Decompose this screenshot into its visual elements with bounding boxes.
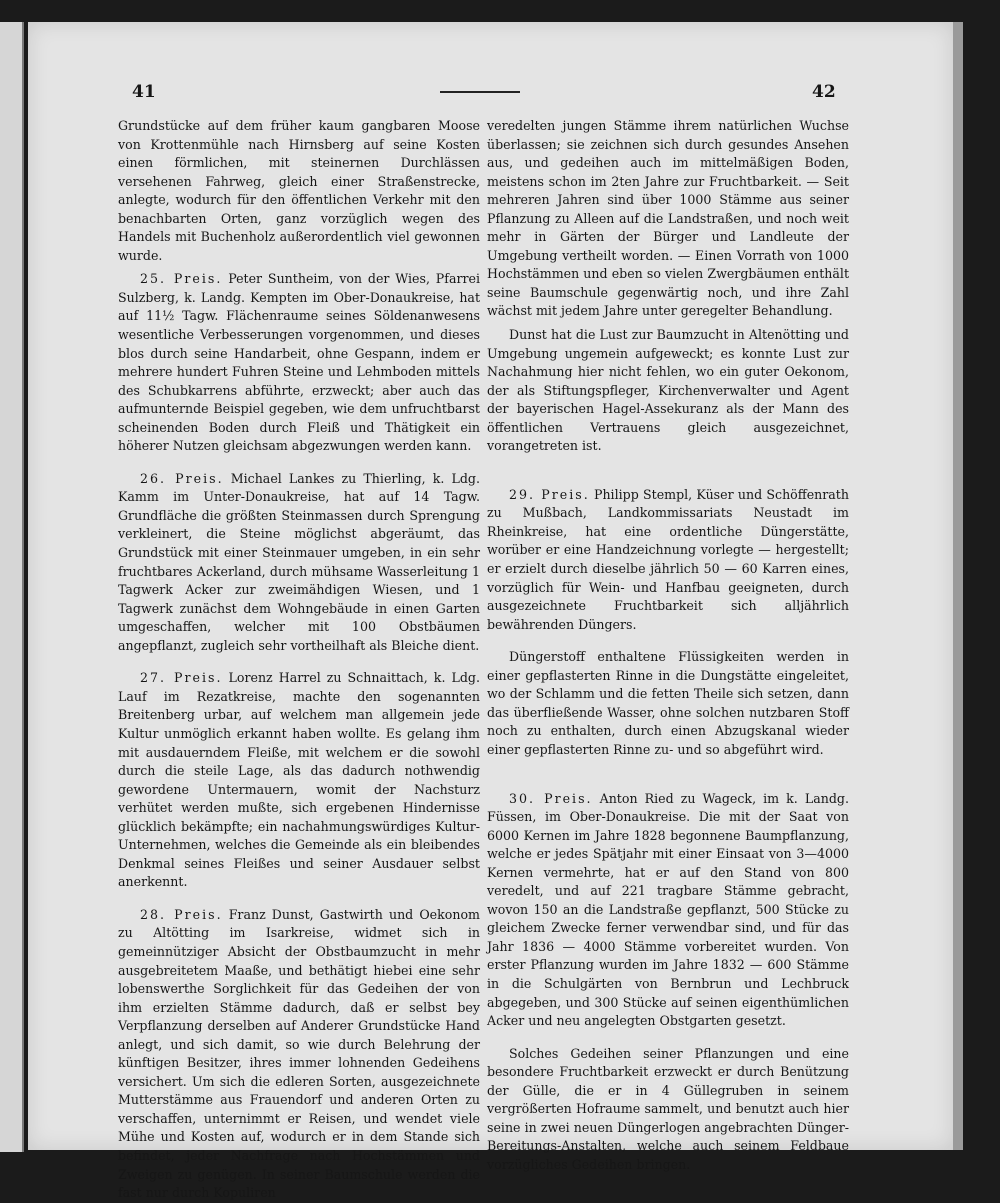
left-column xyxy=(118,117,480,1203)
paragraph-prize-26 xyxy=(118,470,480,655)
paragraph-prize-29 xyxy=(487,486,849,634)
prize-heading: 27. Preis. xyxy=(140,670,223,686)
right-column xyxy=(487,117,849,1174)
previous-page-edge xyxy=(0,22,24,1152)
paragraph: veredelten jungen Stämme ihrem natürlichen Wuchse überlassen; sie zeichnen sich durch gesundes Ansehen aus, und gedeihen auch im mittelmäßigen Boden, meistens schon im 2ten Jahre zur Fruchtbarkeit. — Seit mehreren Jahren sind über 1000 Stämme aus seiner Pflanzung zu Alleen auf die Landstraßen, und noch weit mehr in Gärten der Bürger und Landleute der Umgebung vertheilt worden. — Einen Vorrath von 1000 Hochstämmen und eben so vielen Zwergbäumen enthält seine Baumschule gegenwärtig noch, und ihre Zahl wächst mit jedem Jahre unter geregelter Behandlung. xyxy=(487,118,849,319)
prize-heading: 25. Preis. xyxy=(140,271,223,287)
paragraph: Düngerstoff enthaltene Flüssigkeiten werden in einer gepflasterten Rinne in die Dungstätte eingeleitet, wo der Schlamm und die fetten Theile sich setzen, dann das überfließende Wasser, ohne solchen nutzbaren Stoff noch zu enthalten, durch einen Abzugskanal wieder einer gepflasterten Rinne zu- und so abgeführt wird. xyxy=(487,649,849,757)
paragraph-prize-27 xyxy=(118,669,480,892)
paragraph: Dunst hat die Lust zur Baumzucht in Altenötting und Umgebung ungemein aufgeweckt; es konnte Lust zur Nachahmung hier nicht fehlen, wo ein guter Oekonom, der als Stiftungspfleger, Kirchenverwalter und Agent der bayerischen Hagel-Assekuranz als der Mann des öffentlichen Vertrauens gleich ausgezeichnet, vorangetreten ist. xyxy=(487,327,849,454)
prize-heading: 28. Preis. xyxy=(140,906,223,922)
paragraph: Grundstücke auf dem früher kaum gangbaren Moose von Krottenmühle nach Hirnsberg auf seine Kosten einen förmlichen, mit steinernen Durchlässen versehenen Fahrweg, gleich einer Straßenstrecke, anlegte, wodurch für den öffentlichen Verkehr mit den benachbarten Orten, ganz vorzüglich wegen des Handels mit Buchenholz außerordentlich viel gewonnen wurde. xyxy=(118,118,480,263)
paragraph-body: Franz Dunst, Gastwirth und Oekonom zu Altötting im Isarkreise, widmet sich in gemeinnütziger Absicht der Obstbaumzucht in mehr ausgebreitetem Maaße, und bethätigt hiebei eine sehr lobenswerthe Sorglichkeit für das Gedeihen der von ihm erzielten Stämme dadurch, daß er selbst bey Verpflanzung derselben auf Anderer Grundstücke Hand anlegt, und sich damit, so wie durch Belehrung der künftigen Besitzer, ihres immer lohnenden Gedeihens versichert. Um sich die edleren Sorten, ausgezeichnete Mutterstämme aus Frauendorf und anderen Orten zu verschaffen, unternimmt er Reisen, und wendet viele Mühe und Kosten auf, wodurch er in dem Stande sich befindet, jeder Nachfrage nach Hochstämmen und Zweigen zu genügen. In seiner Baumschule werden die fast nur durch Kopuliren xyxy=(118,906,480,1201)
page-number-left: 41 xyxy=(132,82,156,102)
page-number-right: 42 xyxy=(812,82,836,102)
prize-heading: 26. Preis. xyxy=(140,470,224,486)
paragraph-body: Peter Suntheim, von der Wies, Pfarrei Sulzberg, k. Landg. Kempten im Ober-Donaukreise, hat auf 11½ Tagw. Flächenraume seines Söldenanwesens wesentliche Verbesserungen vorgenommen, und dieses blos durch seine Handarbeit, ohne Gespann, indem er mehrere hundert Fuhren Steine und Lehmboden mittels des Schubkarrens abführte, erzweckt; aber auch das aufmunternde Beispiel gegeben, wie dem unfruchtbarst scheinenden Boden durch Fleiß und Thätigkeit ein höherer Nutzen gleichsam abgezwungen werden kann. xyxy=(118,271,480,454)
prize-heading: 29. Preis. xyxy=(509,486,590,502)
paragraph-body: Philipp Stempl, Küser und Schöffenrath zu Mußbach, Landkommissariats Neustadt im Rheinkreise, hat eine ordentliche Düngerstätte, worüber er eine Handzeichnung vorlegte — hergestellt; er erzielt durch dieselbe jährlich 50 — 60 Karren eines, vorzüglich für Wein- und Hanfbau geeigneten, durch ausgezeichnete Fruchtbarkeit sich alljährlich bewährenden Düngers. xyxy=(487,486,849,632)
header-rule xyxy=(440,91,520,93)
paragraph-prize-30 xyxy=(487,790,849,1031)
paragraph-prize-25 xyxy=(118,270,480,455)
paragraph-body: Michael Lankes zu Thierling, k. Ldg. Kamm im Unter-Donaukreise, hat auf 14 Tagw. Grundfläche die größten Steinmassen durch Sprengung verkleinert, die Steine möglichst abgeräumt, das Grundstück mit einer Steinmauer umgeben, in ein sehr fruchtbares Ackerland, durch mühsame Wasserleitung 1 Tagwerk Acker zur zweimähdigen Wiesen, und 1 Tagwerk zunächst dem Wohngebäude in einen Garten umgeschaffen, welcher mit 100 Obstbäumen angepflanzt, zugleich sehr vortheilhaft als Bleiche dient. xyxy=(118,470,480,653)
paragraph-body: Lorenz Harrel zu Schnaittach, k. Ldg. Lauf im Rezatkreise, machte den sogenannten Breitenberg urbar, auf welchem man allgemein jede Kultur unmöglich erkannt haben wollte. Es gelang ihm mit ausdauerndem Fleiße, mit welchem er die sowohl durch die steile Lage, als das dadurch nothwendig gewordene Untermauern, womit der Nachsturz verhütet werden mußte, sich ergebenen Hindernisse glücklich bekämpfte; ein nachahmungswürdiges Kultur-Unternehmen, welches die Gemeinde als ein bleibendes Denkmal seines Fleißes und seiner Ausdauer selbst anerkennt. xyxy=(118,670,480,890)
paragraph: Solches Gedeihen seiner Pflanzungen und eine besondere Fruchtbarkeit erzweckt er durch Benützung der Gülle, die er in 4 Güllegruben in seinem vergrößerten Hofraume sammelt, und benutzt auch hier seine in zwei neuen Düngerlogen angebrachten Dünger-Bereitungs-Anstalten, welche auch seinem Feldbaue vorzügliches Gedeihen bringen. xyxy=(487,1045,849,1172)
paragraph-prize-28 xyxy=(118,906,480,1203)
page-edge-shadow xyxy=(953,22,963,1150)
prize-heading: 30. Preis. xyxy=(509,790,593,806)
paragraph-body: Anton Ried zu Wageck, im k. Landg. Füssen, im Ober-Donaukreise. Die mit der Saat von 6000 Kernen im Jahre 1828 begonnene Baumpflanzung, welche er jedes Spätjahr mit einer Einsaat von 3—4000 Kernen vermehrte, hat er auf den Stand von 800 veredelt, und auf 221 tragbare Stämme gebracht, wovon 150 an die Landstraße gepflanzt, 500 Stücke zu gleichem Zwecke ferner verwendbar sind, und für das Jahr 1836 — 4000 Stämme vorbereitet wurden. Von erster Pflanzung wurden im Jahre 1832 — 600 Stämme in die Schulgärten von Bernbrun und Lechbruck abgegeben, und 300 Stücke auf seinen eigenthümlichen Acker und neu angelegten Obstgarten gesetzt. xyxy=(487,790,849,1029)
